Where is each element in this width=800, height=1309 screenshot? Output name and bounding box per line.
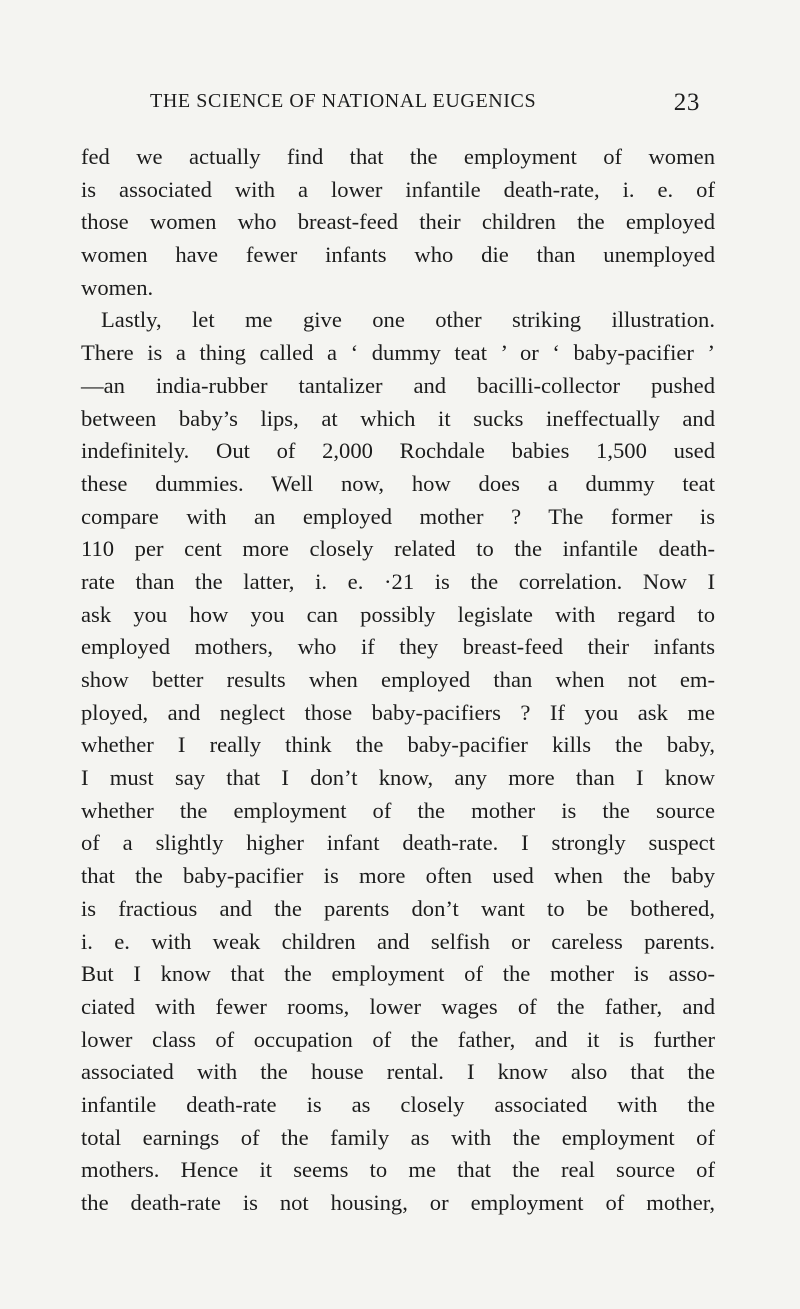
text-line: I must say that I don’t know, any more than I know (81, 765, 715, 791)
text-line: employed mothers, who if they breast-feed their infants (81, 634, 715, 660)
running-head (150, 90, 700, 126)
text-line: mothers. Hence it seems to me that the real source of (81, 1157, 715, 1183)
text-line: compare with an employed mother ? The former is (81, 503, 715, 529)
text-line: whether I really think the baby-pacifier kills the baby, (81, 732, 715, 758)
body-text (81, 141, 715, 1220)
running-title: THE SCIENCE OF NATIONAL EUGENICS (150, 90, 537, 112)
text-line: Lastly, let me give one other striking illustration. (101, 307, 715, 333)
text-line: the death-rate is not housing, or employment of mother, (81, 1190, 715, 1215)
text-line: women. (81, 274, 154, 300)
text-line: of a slightly higher infant death-rate. I strongly suspect (81, 830, 715, 856)
text-line: is associated with a lower infantile death-rate, i. e. of (81, 176, 715, 202)
text-line: that the baby-pacifier is more often used when the baby (81, 863, 715, 889)
text-line: these dummies. Well now, how does a dummy teat (81, 470, 715, 496)
text-line: rate than the latter, i. e. ·21 is the correlation. Now I (81, 568, 715, 594)
text-line: i. e. with weak children and selfish or careless parents. (81, 928, 715, 954)
page-number: 23 (673, 89, 700, 116)
text-line: 110 per cent more closely related to the infantile death- (81, 536, 715, 562)
text-line: —an india-rubber tantalizer and bacilli-collector pushed (81, 372, 715, 398)
text-line: fed we actually find that the employment of women (81, 144, 715, 169)
text-line: show better results when employed than when not em- (81, 667, 715, 692)
text-line: infantile death-rate is as closely associated with the (81, 1091, 715, 1117)
text-line: total earnings of the family as with the employment of (81, 1124, 715, 1150)
text-line: ciated with fewer rooms, lower wages of the father, and (81, 993, 715, 1019)
text-line: ask you how you can possibly legislate with regard to (81, 601, 715, 627)
text-line: There is a thing called a ‘ dummy teat ’ or ‘ baby-pacifier ’ (81, 340, 715, 366)
text-line: ployed, and neglect those baby-pacifiers ? If you ask me (81, 699, 715, 725)
text-line: whether the employment of the mother is the source (81, 797, 715, 823)
text-line: associated with the house rental. I know also that the (81, 1059, 715, 1085)
text-line: between baby’s lips, at which it sucks ineffectually and (81, 405, 715, 431)
text-line: those women who breast-feed their children the employed (81, 209, 715, 235)
text-line: indefinitely. Out of 2,000 Rochdale babies 1,500 used (81, 438, 715, 464)
text-line: lower class of occupation of the father, and it is further (81, 1026, 715, 1052)
text-line: women have fewer infants who die than unemployed (81, 242, 715, 268)
text-line: But I know that the employment of the mother is asso- (81, 961, 715, 987)
text-line: is fractious and the parents don’t want to be bothered, (81, 895, 715, 921)
